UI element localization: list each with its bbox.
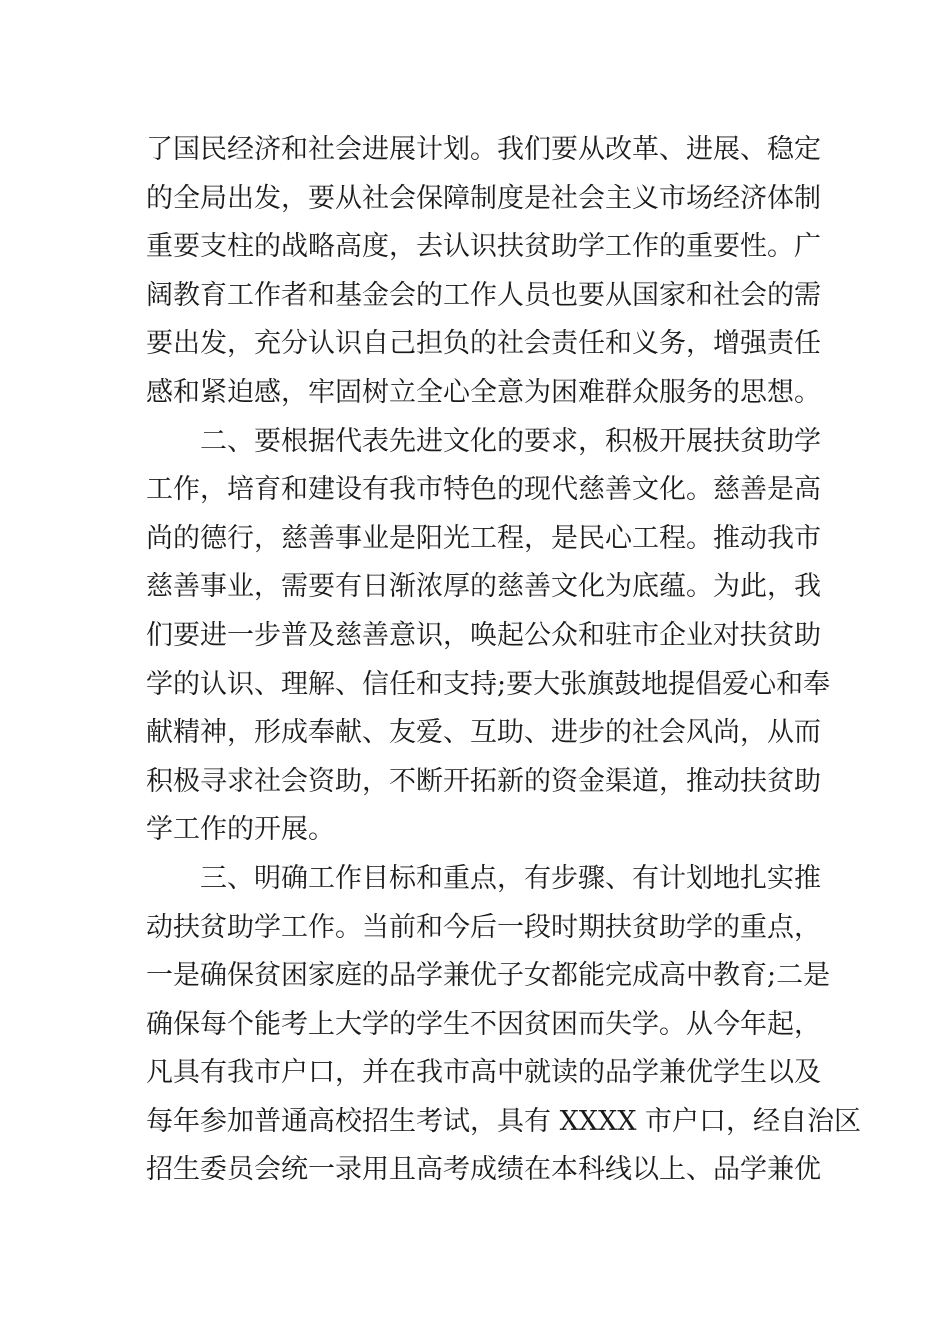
text-line: 积极寻求社会资助，不断开拓新的资金渠道，推动扶贫助 [146, 765, 821, 797]
paragraph-two-first-line: 二、要根据代表先进文化的要求，积极开展扶贫助学 [200, 425, 821, 457]
text-line: 学工作的开展。 [146, 814, 335, 846]
text-line: 尚的德行，慈善事业是阳光工程，是民心工程。推动我市 [146, 522, 821, 554]
text-line: 要出发，充分认识自己担负的社会责任和义务，增强责任 [146, 328, 821, 360]
text-line: 学的认识、理解、信任和支持;要大张旗鼓地提倡爱心和奉 [146, 668, 831, 700]
text-line: 献精神，形成奉献、友爱、互助、进步的社会风尚，从而 [146, 717, 821, 749]
text-line: 动扶贫助学工作。当前和今后一段时期扶贫助学的重点， [146, 911, 821, 943]
text-line: 重要支柱的战略高度，去认识扶贫助学工作的重要性。广 [146, 231, 821, 263]
text-line: 一是确保贫困家庭的品学兼优子女都能完成高中教育;二是 [146, 960, 831, 992]
text-line: 感和紧迫感，牢固树立全心全意为困难群众服务的思想。 [146, 376, 821, 408]
document-body [146, 126, 862, 1195]
text-line: 慈善事业，需要有日渐浓厚的慈善文化为底蕴。为此，我 [146, 571, 821, 603]
text-line: 确保每个能考上大学的学生不因贫困而失学。从今年起， [146, 1008, 821, 1040]
text-line: 们要进一步普及慈善意识，唤起公众和驻市企业对扶贫助 [146, 619, 821, 651]
text-line: 每年参加普通高校招生考试，具有 XXXX 市户口，经自治区 [146, 1105, 862, 1137]
text-line: 了国民经济和社会进展计划。我们要从改革、进展、稳定 [146, 134, 821, 165]
text-line: 招生委员会统一录用且高考成绩在本科线以上、品学兼优 [146, 1154, 821, 1186]
text-line: 凡具有我市户口，并在我市高中就读的品学兼优学生以及 [146, 1057, 821, 1089]
paragraph-three-first-line: 三、明确工作目标和重点，有步骤、有计划地扎实推 [200, 862, 821, 894]
text-line: 的全局出发，要从社会保障制度是社会主义市场经济体制 [146, 182, 821, 214]
text-line: 阔教育工作者和基金会的工作人员也要从国家和社会的需 [146, 279, 821, 311]
text-line: 工作，培育和建设有我市特色的现代慈善文化。慈善是高 [146, 474, 821, 506]
